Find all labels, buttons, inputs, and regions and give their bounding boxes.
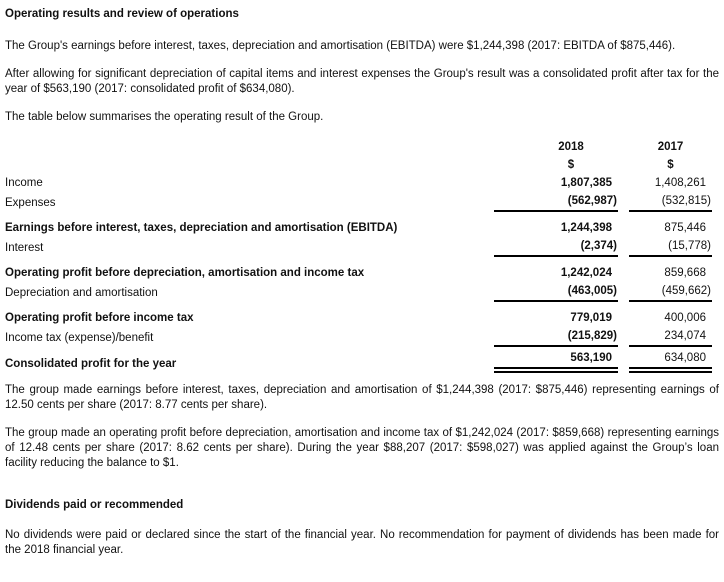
- row-label: Earnings before interest, taxes, depreciation and amortisation (EBITDA): [5, 222, 398, 234]
- table-row-expenses: [5, 192, 712, 212]
- section-heading-dividends: Dividends paid or recommended: [5, 499, 184, 511]
- row-label: Depreciation and amortisation: [5, 287, 158, 299]
- value-2018: (215,829): [494, 327, 618, 347]
- value-2017: 1,408,261: [654, 177, 706, 189]
- table-row-operating-profit-before-tax: [5, 309, 712, 327]
- value-2017: 875,446: [664, 222, 706, 234]
- paragraph-eps-operating: The group made an operating profit before depreciation, amortisation and income tax of $1,242,024 (2017: $859,668) representing earnings of 12.48 cents per share (2017: 8.62 cents per share). During the year $88,207 (2017: $598,027) was applied against the Group’s loan facility reducing the balance to $1.: [5, 427, 719, 469]
- row-label: Operating profit before income tax: [5, 312, 194, 324]
- value-2017: (532,815): [629, 192, 712, 212]
- row-label: Consolidated profit for the year: [5, 358, 177, 370]
- value-2017: (15,778): [629, 237, 712, 257]
- value-2018: (463,005): [494, 282, 618, 302]
- table-row-depreciation-amortisation: [5, 282, 712, 302]
- row-label: Expenses: [5, 197, 56, 209]
- value-2018: 779,019: [570, 312, 612, 324]
- value-2018: 1,807,385: [560, 177, 612, 189]
- value-2018: (2,374): [494, 237, 618, 257]
- table-header-currency: [5, 156, 712, 174]
- table-row-operating-profit-before-depreciation: [5, 264, 712, 282]
- value-2017: 234,074: [629, 327, 712, 347]
- table-row-ebitda: [5, 219, 712, 237]
- value-2018: (562,987): [494, 192, 618, 212]
- table-header-years: [5, 138, 712, 156]
- row-label: Income: [5, 177, 43, 189]
- value-2018: 563,190: [494, 349, 618, 373]
- paragraph-table-intro: The table below summarises the operating result of the Group.: [5, 111, 324, 123]
- table-row-consolidated-profit: [5, 349, 712, 373]
- section-heading-operating-results: Operating results and review of operations: [5, 8, 239, 20]
- paragraph-dividends: No dividends were paid or declared since the start of the financial year. No recommendation for payment of dividends has been made for the 2018 financial year.: [5, 529, 719, 556]
- currency-header-2018: $: [567, 159, 575, 171]
- operating-results-table: [5, 138, 712, 373]
- value-2017: 634,080: [629, 349, 712, 373]
- table-row-interest: [5, 237, 712, 257]
- paragraph-eps-ebitda: The group made earnings before interest, taxes, depreciation and amortisation of $1,244,398 (2017: $875,446) representing earnings of 12.50 cents per share (2017: 8.77 cents per share).: [5, 384, 719, 411]
- value-2018: 1,244,398: [560, 222, 612, 234]
- row-label: Interest: [5, 242, 44, 254]
- table-row-income: [5, 174, 712, 192]
- currency-header-2017: $: [667, 159, 674, 171]
- value-2018: 1,242,024: [560, 267, 612, 279]
- table-row-income-tax: [5, 327, 712, 347]
- value-2017: (459,662): [629, 282, 712, 302]
- year-header-2018: 2018: [558, 141, 584, 153]
- value-2017: 859,668: [664, 267, 706, 279]
- value-2017: 400,006: [664, 312, 706, 324]
- year-header-2017: 2017: [657, 141, 684, 153]
- paragraph-consolidated-profit: After allowing for significant depreciation of capital items and interest expenses the Group's result was a consolidated profit after tax for the year of $563,190 (2017: consolidated profit of $634,080).: [5, 68, 719, 95]
- row-label: Income tax (expense)/benefit: [5, 332, 154, 344]
- paragraph-ebitda-summary: The Group's earnings before interest, taxes, depreciation and amortisation (EBITDA) were $1,244,398 (2017: EBITDA of $875,446).: [5, 40, 676, 52]
- row-label: Operating profit before depreciation, amortisation and income tax: [5, 267, 365, 279]
